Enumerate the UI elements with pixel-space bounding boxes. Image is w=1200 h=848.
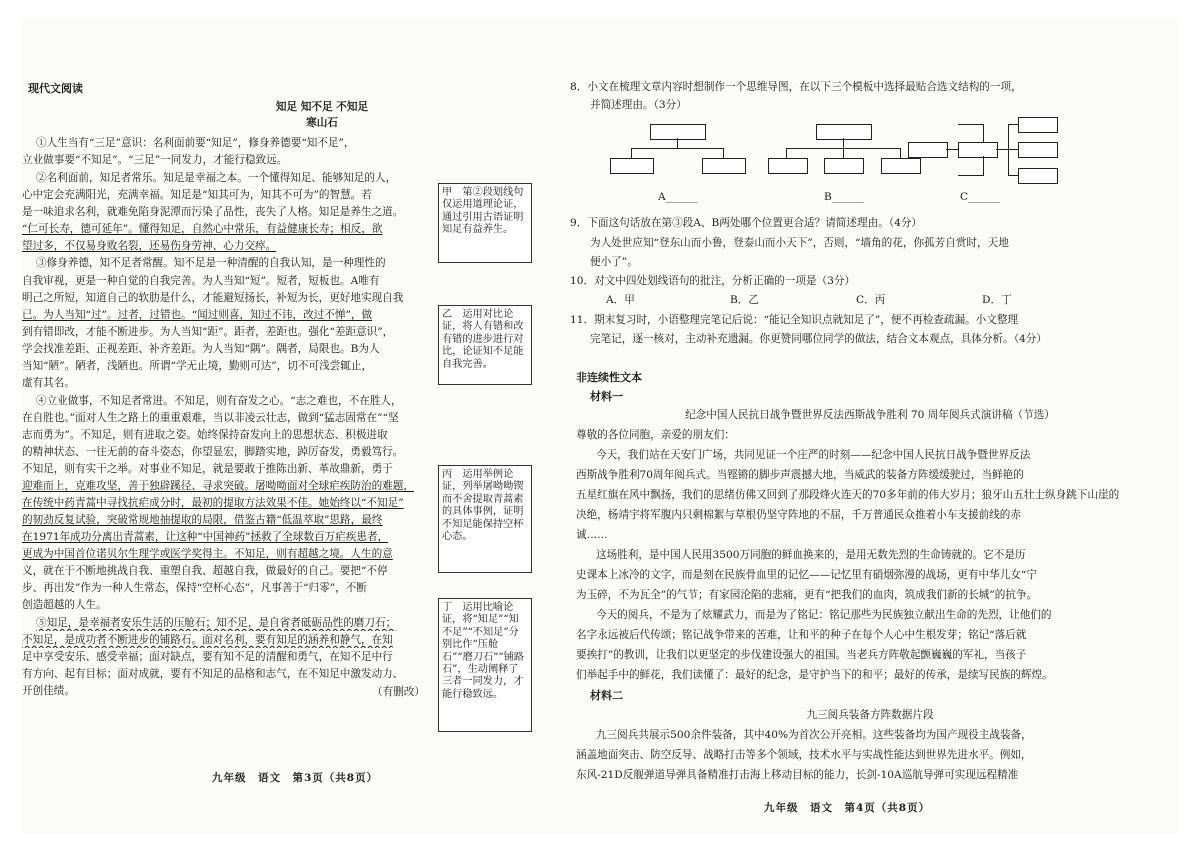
paragraph-line: 到有错即改，才能不断进步。为人当知“距”。距者，差距也。强化“差距意识”， [22, 326, 394, 338]
question-8-cont: 并简述理由。（3分） [590, 99, 687, 111]
paragraph-line: 步、再出发”作为一种人生常态，保持“空杯心态”，凡事善于“归零”，不断 [22, 582, 367, 594]
paragraph-line: 明己之所短，知道自己的软肋是什么，才能避短扬长，补短为长，更好地实现自我 [22, 292, 404, 304]
paragraph-line: 有方向、起有目标；面对成就，要有不知足的品格和志气，在不知足中激发动力、 [22, 668, 404, 680]
underlined-sentence-bing-cont: 在1971年成功分离出青蒿素，让这种“中国神药”拯救了全球数百万疟疾患者， [22, 531, 389, 543]
material-2-title: 九三阅兵装备方阵数据片段 [806, 709, 934, 721]
speech-line: 这场胜利，是中国人民用3500万同胞的鲜血换来的，是用无数先烈的生命铸就的。它不是历 [596, 549, 1026, 561]
paragraph-line: 不知足，则有实干之举。对事业不知足，就是要敢于推陈出新、革故鼎新，勇于 [22, 463, 393, 475]
speech-line: 史课本上冰冷的文字，而是刻在民族骨血里的记忆——记忆里有硝烟弥漫的战场，更有中华儿女“宁 [576, 569, 1037, 581]
template-label-c: C______ [960, 191, 1000, 203]
question-9-quote-cont: 便小了”。 [590, 256, 638, 268]
speech-line: 们举起手中的鲜花，我们读懂了：最好的纪念，是守护当下的和平；最好的传承，是续写民族的辉煌。 [576, 669, 1053, 681]
ending-note: （有删改） [372, 686, 425, 698]
paragraph-line: 志而勇为”。不知足，则有进取之姿。始终保持奋发向上的思想状态、积极进取 [22, 429, 388, 441]
page-3 [22, 18, 592, 834]
exam-sheet [22, 18, 1178, 834]
mindmap-template-a [610, 120, 740, 180]
question-9-quote: 为人处世应知“登东山而小鲁，登泰山而小天下”，否则，“墙角的花，你孤芳自赏时，天地 [590, 237, 1009, 249]
data-line: 九三阅兵共展示500余件装备，其中40%为首次公开亮相。这些装备均为国产现役主战装备， [596, 729, 1032, 741]
option-a: A．甲 [606, 294, 635, 306]
speech-line: 名字永远被后代传颂；铭记战争带来的苦难，让和平的种子在每个人心中生根发芽；铭记“落后就 [576, 629, 1027, 641]
data-line: 东风-21D反舰弹道导弹具备精准打击海上移动目标的能力，长剑-10A巡航导弹可实现远程精准 [576, 769, 1019, 781]
paragraph-line: 创造超越的人生。 [22, 599, 107, 611]
paragraph-line: 在自胜也。”面对人生之路上的重重艰难，当以非凌云壮志，做到“猛志固常在”“坚 [22, 412, 399, 424]
comment-box-jia: 甲 第②段划线句仅运用道理论证，通过引用古语证明知足有益养生。 [438, 183, 532, 263]
underlined-sentence-ding-cont: 不知足，是成功者不断进步的铺路石。面对名利，要有知足的涵养和静气，在知 [22, 634, 393, 646]
speech-line: 今天的阅兵，不是为了炫耀武力，而是为了铭记：铭记那些为民族独立献出生命的先烈，让他们的 [596, 609, 1052, 621]
paragraph-line: 虚有其名。 [22, 377, 75, 389]
paragraph-line: 当知“陋”。陋者，浅陋也。所谓“学无止境，勤则可达”，切不可浅尝辄止， [22, 360, 373, 372]
template-label-b: B______ [824, 191, 864, 203]
speech-line: 尊敬的各位同胞，亲爱的朋友们： [576, 429, 735, 441]
page-footer: 九年级 语文 第4页（共8页） [764, 802, 931, 814]
data-line: 涵盖地面突击、防空反导、战略打击等多个领域，技术水平与实战性能达到世界先进水平。例如， [576, 749, 1032, 761]
underlined-sentence-jia-cont: 望过多，不仅易身败名裂，还易伤身劳神、心力交瘁。 [22, 240, 277, 252]
underlined-sentence-ding: ⑤知足，是幸福者安乐生活的压舱石；知不足，是自省者砥砺品性的磨刀石； [36, 617, 397, 629]
question-9: 9．下面这句话放在第③段A、B两处哪个位置更合适？请简述理由。（4分） [570, 217, 923, 229]
template-label-a: A______ [658, 191, 698, 203]
page-4 [570, 18, 1178, 834]
speech-line: 诚…… [576, 529, 608, 541]
paragraph-line: ④立业做事，不知足者常进。不知足，则有奋发之心。“志之难也，不在胜人， [36, 395, 402, 407]
speech-line: 要挨打”的教训，让我们以更坚定的步伐建设强大的祖国。当老兵方阵敬起颤巍巍的军礼，当孩子 [576, 649, 1027, 661]
comment-box-bing: 丙 运用举例论证，列举屠呦呦锲而不舍提取青蒿素的具体事例，证明不知足能保持空杯心态。 [438, 465, 532, 573]
comment-box-ding: 丁 运用比喻论证，将“知足”“知不足”“不知足”分别比作“压舱石”“磨刀石”“铺路石”，生动阐释了三者一同发力，才能行稳致远。 [438, 598, 532, 732]
material-2-label: 材料二 [590, 689, 623, 702]
underlined-sentence-bing: 迎难而上，克难攻坚，善于独辟蹊径、寻求突破。屠呦呦面对全球疟疾防治的难题， [22, 480, 414, 492]
article-author: 寒山石 [306, 117, 338, 129]
underlined-sentence-jia: “仁可长寿，德可延年”。懂得知足，自然心中常乐，有益健康长寿；相反，欲 [22, 223, 383, 235]
comment-box-yi: 乙 运用对比论证，将人有错和改有错的进步进行对比，论证知不足能自我完善。 [438, 305, 532, 385]
question-10: 10．对文中四处划线语句的批注，分析正确的一项是（3分） [570, 275, 856, 287]
material-1-label: 材料一 [590, 390, 623, 403]
question-11-cont: 完笔记，逐一核对，主动补充遗漏。你更赞同哪位同学的做法，结合文本观点，具体分析。（4分） [590, 333, 1047, 345]
speech-line: 今天，我们站在天安门广场，共同见证一个庄严的时刻——纪念中国人民抗日战争暨世界反法 [596, 449, 1031, 461]
speech-line: 决绝，杨靖宇将军腹内只剩棉絮与草根仍坚守阵地的不屈，千万普通民众推着小车支援前线的赤 [576, 509, 1021, 521]
paragraph-line: 自我审视，更是一种自觉的自我完善。为人当知“短”。短者，短板也。A唯有 [22, 275, 380, 287]
paragraph-line: ③修身养德，知不足者常醒。知不足是一种清醒的自我认知，是一种理性的 [36, 257, 386, 269]
paragraph-line: 开创佳绩。 [22, 685, 75, 697]
paragraph-line: 立业做事要“不知足”。“三足”一同发力，才能行稳致远。 [22, 154, 288, 166]
paragraph-line: ①人生当有“三足”意识：名利面前要“知足”，修身养德要“知不足”， [36, 137, 355, 149]
mindmap-template-b [768, 120, 918, 180]
underlined-sentence-bing-cont: 的韧劲反复试验，突破常规地抽提取的局限，借鉴古籍“低温萃取”思路，最终 [22, 514, 383, 526]
option-d: D．丁 [982, 294, 1012, 306]
material-1-title: 纪念中国人民抗日战争暨世界反法西斯战争胜利 70 周年阅兵式演讲稿（节选） [685, 409, 1055, 421]
paragraph-line: 是一味追求名利，就难免陷身泥潭而污染了品性，丧失了人格。知足是养生之道。 [22, 206, 404, 218]
underlined-sentence-yi: 已。为人当知“过”。过者，过错也。“闻过则喜，知过不讳，改过不惮”，做 [22, 309, 373, 321]
paragraph-line: ②名利面前，知足者常乐。知足是幸福之本。一个懂得知足、能够知足的人， [36, 172, 397, 184]
speech-line: 西斯战争胜利70周年阅兵式。当铿锵的脚步声震撼大地，当威武的装备方阵缓缓驶过，当鲜艳的 [576, 469, 1024, 481]
option-c: C．丙 [856, 294, 886, 306]
underlined-sentence-bing-cont: 更成为中国首位诺贝尔生理学或医学奖得主。不知足，则有超越之境。人生的意 [22, 548, 393, 560]
speech-line: 五星红旗在风中飘扬，我们的思绪仿佛又回到了那段烽火连天的70多年前的伟大岁月；狼牙山五壮士纵身跳下山崖的 [576, 489, 1120, 501]
paragraph-line: 足中享受安乐、感受幸福；面对缺点，要有知不足的清醒和勇气，在知不足中行 [22, 651, 393, 663]
underlined-sentence-bing-cont: 在传统中药青蒿中寻找抗疟成分时，最初的提取方法效果不佳。她始终以“不知足” [22, 497, 404, 509]
article-title: 知足 知不足 不知足 [275, 101, 369, 113]
question-11: 11．期末复习时，小语整理完笔记后说：“能记全知识点就知足了”，便不再检查疏漏。小文整理 [570, 314, 1019, 326]
page-footer: 九年级 语文 第3页（共8页） [212, 772, 379, 784]
section-title-modern-reading: 现代文阅读 [28, 82, 83, 95]
paragraph-line: 学会找准差距、正视差距、补齐差距。为人当知“隅”。隅者，局限也。B为人 [22, 343, 380, 355]
section-title-nonlinear: 非连续性文本 [576, 371, 642, 384]
paragraph-line: 义，就在于不断地挑战自我、重塑自我、超越自我，做最好的自己。要把“不停 [22, 565, 388, 577]
paragraph-line: 心中定会充满阳光，充满幸福。知足是“知其可为，知其不可为”的智慧。若 [22, 189, 372, 201]
paragraph-line: 的精神状态、一往无前的奋斗姿态，你望显宏，脚踏实地，踔厉奋发，勇毅笃行。 [22, 446, 404, 458]
mindmap-template-c [908, 114, 1058, 186]
speech-line: 为玉碎，不为瓦全”的气节；有家园沦陷的悲痛，更有“把我们的血肉，筑成我们新的长城”的抗争。 [576, 589, 1038, 601]
option-b: B．乙 [730, 294, 759, 306]
question-8: 8．小文在梳理文章内容时想制作一个思维导图，在以下三个模板中选择最贴合选文结构的一项， [570, 81, 1022, 93]
